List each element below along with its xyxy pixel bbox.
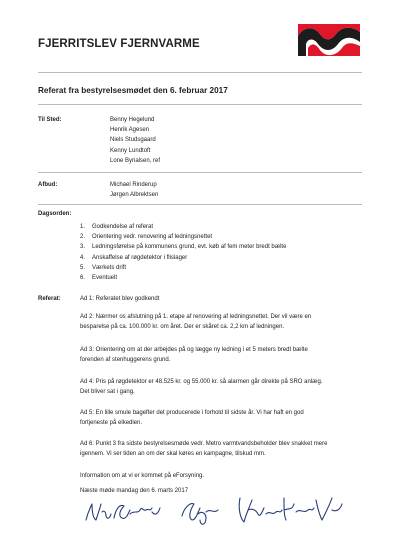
signature-henrik-agesen	[182, 504, 218, 525]
next-meeting: Næste møde mandag den 6. marts 2017	[80, 488, 189, 494]
agenda-text: Anskaffelse af røgdetektor i flislager	[92, 254, 188, 261]
eforsyning-note: Information om at vi er kommet på eForsyning.	[80, 473, 205, 479]
signatures	[80, 490, 350, 530]
til-sted-list	[110, 115, 160, 166]
agenda-list	[80, 222, 286, 283]
company-logo	[296, 22, 362, 58]
attendee-name: Kenny Lundtoft	[110, 147, 151, 154]
agenda-item	[80, 232, 286, 242]
section-divider	[38, 204, 362, 205]
referat-ad4: Ad 4: Pris på røgdetektor er 48.525 kr. og 55.000 kr. så alarmen går direkte på SRO anlæg. Det bliver sat i gang.	[80, 379, 323, 395]
referat-ad2: Ad 2: Nærmer os afslutning på 1. etape af renovering af ledningsnettet. Der vil være en besparelse på ca. 100.000 kr. om året. Der er skåret ca. 2,2 km af ledningen.	[80, 314, 312, 330]
referat-ad6: Ad 6: Punkt 3 fra sidste bestyrelsesmøde vedr. Metro varmtvandsbeholder blev snakket mere igennem. Vi ser tiden an om der skal køres en kampagne, tilskud mm.	[80, 441, 328, 457]
agenda-item	[80, 263, 286, 273]
attendee-name: Lone Byrialsen, ref	[110, 157, 161, 164]
agenda-item	[80, 222, 286, 232]
agenda-item	[80, 273, 286, 283]
til-sted-label: Til Sted:	[38, 117, 62, 123]
referat-label: Referat:	[38, 296, 61, 302]
afbud-label: Afbud:	[38, 182, 58, 188]
signature-benny-hegelund	[239, 498, 342, 522]
agenda-number: 1.	[80, 224, 86, 230]
agenda-item	[80, 253, 286, 263]
dagsorden-label: Dagsorden:	[38, 211, 72, 217]
agenda-text: Orientering vedr. renovering af ledningsnettet	[92, 234, 213, 241]
attendee-name: Benny Hegelund	[110, 117, 155, 123]
agenda-text: Godkendelse af referat	[92, 224, 154, 230]
agenda-item	[80, 242, 286, 252]
referat-ad3: Ad 3: Orientering om at der arbejdes på og lægge ny ledning i et 5 meters bredt bælte forenden af stenhuggerens grund.	[80, 347, 308, 363]
section-divider	[38, 172, 362, 173]
attendee-name: Niels Studsgaard	[110, 137, 156, 144]
absentee-name: Michael Rinderup	[110, 182, 157, 188]
document-title: Referat fra bestyrelsesmødet den 6. februar 2017	[38, 86, 228, 95]
agenda-text: Eventuelt	[92, 275, 118, 282]
organization-name: FJERRITSLEV FJERNVARME	[38, 38, 200, 50]
agenda-text: Ledningsførelse på kommunens grund, evt. køb af fem meter bredt bælte	[92, 244, 287, 251]
agenda-number: 6.	[80, 275, 86, 282]
title-divider	[38, 104, 362, 105]
agenda-number: 4.	[80, 254, 86, 261]
agenda-number: 3.	[80, 244, 86, 251]
agenda-number: 5.	[80, 264, 86, 271]
afbud-list	[110, 180, 158, 200]
absentee-name: Jørgen Albrektsen	[110, 192, 159, 199]
header-divider	[38, 72, 362, 73]
signature-niels-studsgaard	[86, 504, 160, 520]
referat-ad5: Ad 5: En lille smule bagefter det producerede i forhold til sidste år. Vi har haft en god fortjeneste på elkedlen.	[80, 410, 304, 426]
agenda-text: Værkets drift	[92, 264, 127, 271]
referat-ad1: Ad 1: Referatet blev godkendt	[80, 296, 160, 302]
attendee-name: Henrik Agesen	[110, 127, 150, 134]
agenda-number: 2.	[80, 234, 86, 241]
